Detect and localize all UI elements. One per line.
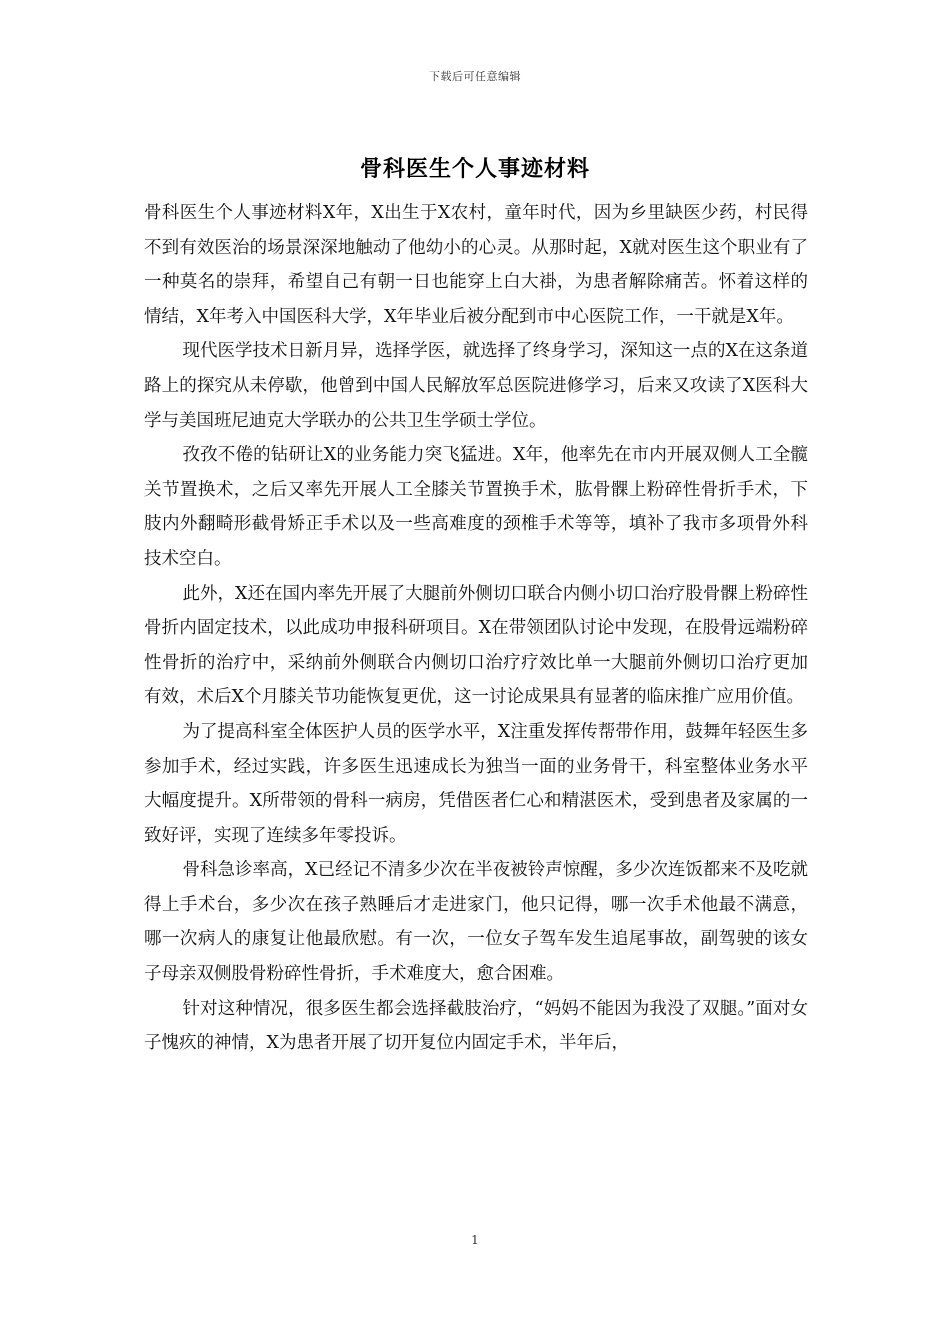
paragraph-3: 孜孜不倦的钻研让X的业务能力突飞猛进。X年，他率先在市内开展双侧人工全髋关节置换术，之后又率先开展人工全膝关节置换手术，肱骨髁上粉碎性骨折手术，下肢内外翻畸形截骨矫正手术以及一些高难度的颈椎手术等等，填补了我市多项骨外科技术空白。 xyxy=(144,445,808,569)
paragraph-2: 现代医学技术日新月异，选择学医，就选择了终身学习，深知这一点的X在这条道路上的探究从未停歇，他曾到中国人民解放军总医院进修学习，后来又攻读了X医科大学与美国班尼迪克大学联办的公共卫生学硕士学位。 xyxy=(144,341,808,431)
document-body xyxy=(144,196,808,1061)
page-number: 1 xyxy=(471,1233,479,1247)
paragraph-6: 骨科急诊率高，X已经记不清多少次在半夜被铃声惊醒，多少次连饭都来不及吃就得上手术台，多少次在孩子熟睡后才走进家门，他只记得，哪一次手术他最不满意，哪一次病人的康复让他最欣慰。有一次，一位女子驾车发生追尾事故，副驾驶的该女子母亲双侧股骨粉碎性骨折，手术难度大，愈合困难。 xyxy=(144,860,808,985)
paragraph-1: 骨科医生个人事迹材料X年，X出生于X农村，童年时代，因为乡里缺医少药，村民得不到有效医治的场景深深地触动了他幼小的心灵。从那时起，X就对医生这个职业有了一种莫名的崇拜，希望自己有朝一日也能穿上白大褂，为患者解除痛苦。怀着这样的情结，X年考入中国医科大学，X年毕业后被分配到市中心医院工作，一干就是X年。 xyxy=(144,203,808,327)
header-note: 下载后可任意编辑 xyxy=(429,70,521,83)
paragraph-7: 针对这种情况，很多医生都会选择截肢治疗，“妈妈不能因为我没了双腿。”面对女子愧疚的神情，X为患者开展了切开复位内固定手术，半年后， xyxy=(144,998,808,1054)
paragraph-5: 为了提高科室全体医护人员的医学水平，X注重发挥传帮带作用，鼓舞年轻医生多参加手术，经过实践，许多医生迅速成长为独当一面的业务骨干，科室整体业务水平大幅度提升。X所带领的骨科一病房，凭借医者仁心和精湛医术，受到患者及家属的一致好评，实现了连续多年零投诉。 xyxy=(144,721,808,846)
paragraph-4: 此外，X还在国内率先开展了大腿前外侧切口联合内侧小切口治疗股骨髁上粉碎性骨折内固定技术，以此成功申报科研项目。X在带领团队讨论中发现，在股骨远端粉碎性骨折的治疗中，采纳前外侧联合内侧切口治疗疗效比单一大腿前外侧切口治疗更加有效，术后X个月膝关节功能恢复更优，这一讨论成果具有显著的临床推广应用价值。 xyxy=(144,583,808,708)
document-title: 骨科医生个人事迹材料 xyxy=(359,156,590,182)
